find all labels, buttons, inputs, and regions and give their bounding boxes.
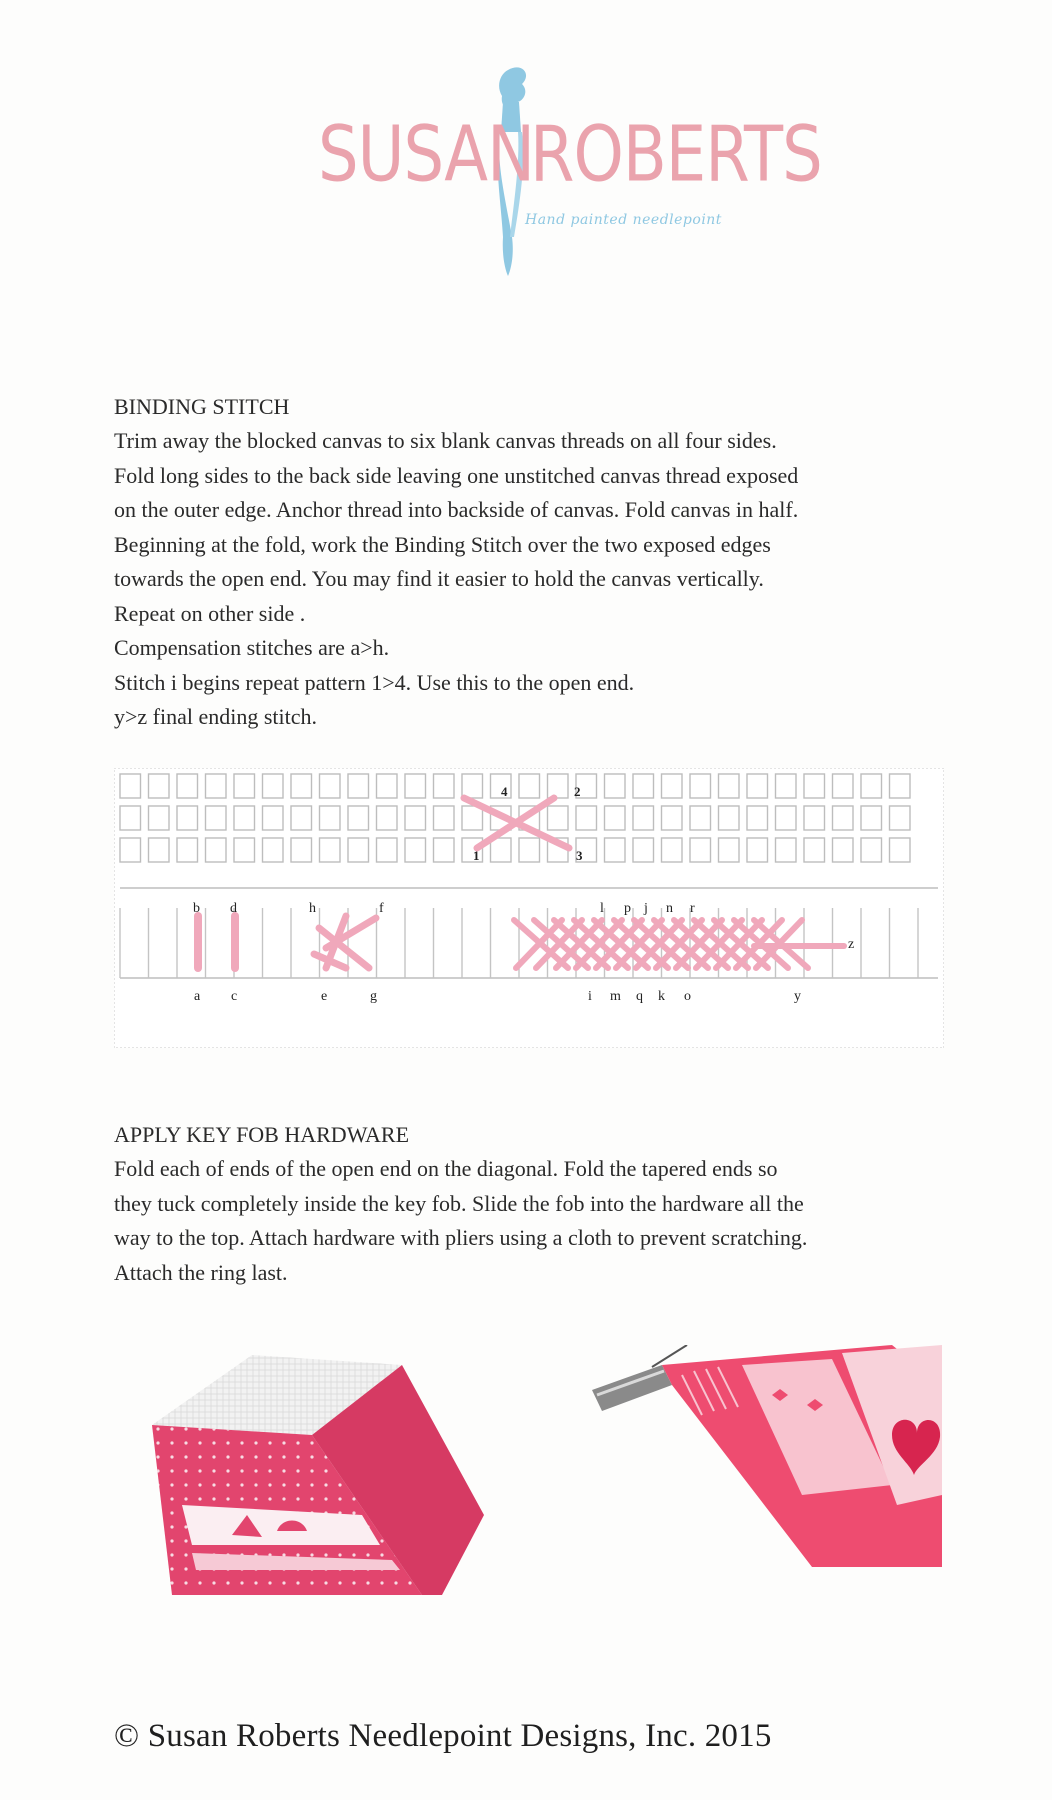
canvas-cell bbox=[519, 838, 540, 862]
canvas-cell bbox=[747, 838, 768, 862]
canvas-cell bbox=[434, 806, 455, 830]
canvas-cell bbox=[177, 774, 198, 798]
canvas-cell bbox=[605, 838, 626, 862]
label-c: c bbox=[231, 989, 238, 1004]
key-fob-hardware-photo bbox=[592, 1345, 942, 1567]
canvas-cell bbox=[348, 806, 369, 830]
label-2: 2 bbox=[574, 784, 581, 799]
canvas-cell bbox=[662, 838, 683, 862]
label-n: n bbox=[666, 901, 673, 916]
binding-line: Compensation stitches are a>h. bbox=[114, 635, 390, 660]
hardware-line: they tuck completely inside the key fob. Slide the fob into the hardware all the bbox=[114, 1190, 804, 1216]
binding-line: y>z final ending stitch. bbox=[114, 704, 318, 729]
canvas-cell bbox=[405, 774, 426, 798]
folded-canvas-photo bbox=[112, 1355, 484, 1595]
canvas-cell bbox=[719, 838, 740, 862]
canvas-cell bbox=[804, 774, 825, 798]
logo bbox=[300, 62, 822, 282]
canvas-cell bbox=[861, 806, 882, 830]
canvas-cell bbox=[377, 806, 398, 830]
hardware-line: Attach the ring last. bbox=[114, 1259, 288, 1285]
hardware-heading: APPLY KEY FOB HARDWARE bbox=[114, 1122, 410, 1147]
canvas-cell bbox=[576, 806, 597, 830]
canvas-cell bbox=[120, 838, 141, 862]
canvas-cell bbox=[548, 806, 569, 830]
canvas-cell bbox=[149, 806, 170, 830]
canvas-cell bbox=[206, 806, 227, 830]
binding-line: Repeat on other side . bbox=[114, 600, 306, 626]
canvas-cell bbox=[605, 806, 626, 830]
canvas-cell bbox=[833, 806, 854, 830]
binding-line: Beginning at the fold, work the Binding Stitch over the two exposed edges bbox=[114, 531, 771, 557]
label-m: m bbox=[610, 989, 621, 1004]
canvas-cell bbox=[377, 838, 398, 862]
canvas-cell bbox=[206, 838, 227, 862]
canvas-cell bbox=[633, 838, 654, 862]
key-fob-hardware-section bbox=[114, 1118, 964, 1290]
label-1: 1 bbox=[473, 848, 480, 863]
binding-line: Fold long sides to the back side leaving one unstitched canvas thread exposed bbox=[114, 462, 799, 488]
label-h: h bbox=[309, 901, 316, 916]
canvas-cell bbox=[861, 774, 882, 798]
label-a: a bbox=[194, 989, 201, 1004]
binding-line: on the outer edge. Anchor thread into backside of canvas. Fold canvas in half. bbox=[114, 497, 799, 522]
canvas-cell bbox=[776, 838, 797, 862]
canvas-cell bbox=[405, 838, 426, 862]
canvas-cell bbox=[177, 838, 198, 862]
label-j: j bbox=[644, 901, 648, 916]
canvas-cell bbox=[291, 838, 312, 862]
label-q: q bbox=[636, 989, 643, 1004]
canvas-cell bbox=[890, 774, 911, 798]
canvas-cell bbox=[890, 806, 911, 830]
label-z: z bbox=[848, 937, 855, 952]
canvas-cell bbox=[462, 806, 483, 830]
canvas-cell bbox=[719, 806, 740, 830]
canvas-cell bbox=[747, 774, 768, 798]
label-p: p bbox=[624, 901, 631, 916]
canvas-cell bbox=[263, 838, 284, 862]
canvas-cell bbox=[519, 774, 540, 798]
canvas-cell bbox=[890, 838, 911, 862]
canvas-cell bbox=[861, 838, 882, 862]
canvas-cell bbox=[206, 774, 227, 798]
label-e: e bbox=[321, 989, 328, 1004]
logo-last-word: ROBERTS bbox=[530, 111, 822, 200]
canvas-cell bbox=[804, 838, 825, 862]
binding-stitch-section bbox=[114, 390, 964, 735]
canvas-cell bbox=[320, 774, 341, 798]
hardware-line: way to the top. Attach hardware with pliers using a cloth to prevent scratching. bbox=[114, 1225, 808, 1250]
label-y: y bbox=[794, 989, 801, 1004]
canvas-cell bbox=[434, 774, 455, 798]
canvas-cell bbox=[690, 838, 711, 862]
canvas-cell bbox=[633, 806, 654, 830]
canvas-cell bbox=[177, 806, 198, 830]
binding-line: Trim away the blocked canvas to six blank canvas threads on all four sides. bbox=[114, 428, 777, 453]
canvas-cell bbox=[405, 806, 426, 830]
hardware-line: Fold each of ends of the open end on the diagonal. Fold the tapered ends so bbox=[114, 1156, 778, 1181]
label-o: o bbox=[684, 989, 691, 1004]
canvas-cell bbox=[491, 838, 512, 862]
canvas-cell bbox=[348, 774, 369, 798]
canvas-cell bbox=[804, 806, 825, 830]
canvas-cell bbox=[234, 806, 255, 830]
canvas-cell bbox=[291, 806, 312, 830]
label-k: k bbox=[658, 989, 665, 1004]
label-d: d bbox=[230, 901, 237, 916]
copyright-footer: © Susan Roberts Needlepoint Designs, Inc. 2015 bbox=[114, 1718, 772, 1754]
stitch-diagram-canvas bbox=[114, 768, 944, 1048]
label-f: f bbox=[379, 901, 384, 916]
binding-line: towards the open end. You may find it easier to hold the canvas vertically. bbox=[114, 566, 764, 591]
label-g: g bbox=[370, 989, 377, 1004]
canvas-cell bbox=[462, 774, 483, 798]
canvas-cell bbox=[348, 838, 369, 862]
canvas-cell bbox=[149, 774, 170, 798]
canvas-cell bbox=[833, 838, 854, 862]
label-b: b bbox=[193, 901, 200, 916]
label-l: l bbox=[600, 901, 604, 916]
canvas-cell bbox=[548, 774, 569, 798]
canvas-cell bbox=[120, 806, 141, 830]
canvas-cell bbox=[719, 774, 740, 798]
binding-stitch-heading: BINDING STITCH bbox=[114, 394, 290, 419]
canvas-cell bbox=[149, 838, 170, 862]
label-i: i bbox=[588, 989, 592, 1004]
label-r: r bbox=[690, 901, 695, 916]
canvas-cell bbox=[662, 774, 683, 798]
canvas-cell bbox=[263, 774, 284, 798]
canvas-cell bbox=[833, 774, 854, 798]
logo-first-word: SUSAN bbox=[318, 111, 534, 200]
canvas-cell bbox=[377, 774, 398, 798]
logo-tagline: Hand painted needlepoint bbox=[525, 212, 722, 228]
canvas-cell bbox=[605, 774, 626, 798]
canvas-cell bbox=[234, 838, 255, 862]
canvas-cell bbox=[320, 838, 341, 862]
canvas-cell bbox=[690, 774, 711, 798]
canvas-cell bbox=[776, 774, 797, 798]
canvas-cell bbox=[633, 774, 654, 798]
canvas-cell bbox=[263, 806, 284, 830]
canvas-cell bbox=[747, 806, 768, 830]
label-3: 3 bbox=[576, 848, 583, 863]
binding-stitch-diagram bbox=[114, 768, 944, 1048]
canvas-cell bbox=[662, 806, 683, 830]
canvas-cell bbox=[291, 774, 312, 798]
label-4: 4 bbox=[501, 784, 508, 799]
binding-line: Stitch i begins repeat pattern 1>4. Use this to the open end. bbox=[114, 669, 635, 695]
canvas-cell bbox=[234, 774, 255, 798]
canvas-cell bbox=[434, 838, 455, 862]
canvas-cell bbox=[120, 774, 141, 798]
canvas-cell bbox=[776, 806, 797, 830]
canvas-cell bbox=[690, 806, 711, 830]
canvas-cell bbox=[320, 806, 341, 830]
